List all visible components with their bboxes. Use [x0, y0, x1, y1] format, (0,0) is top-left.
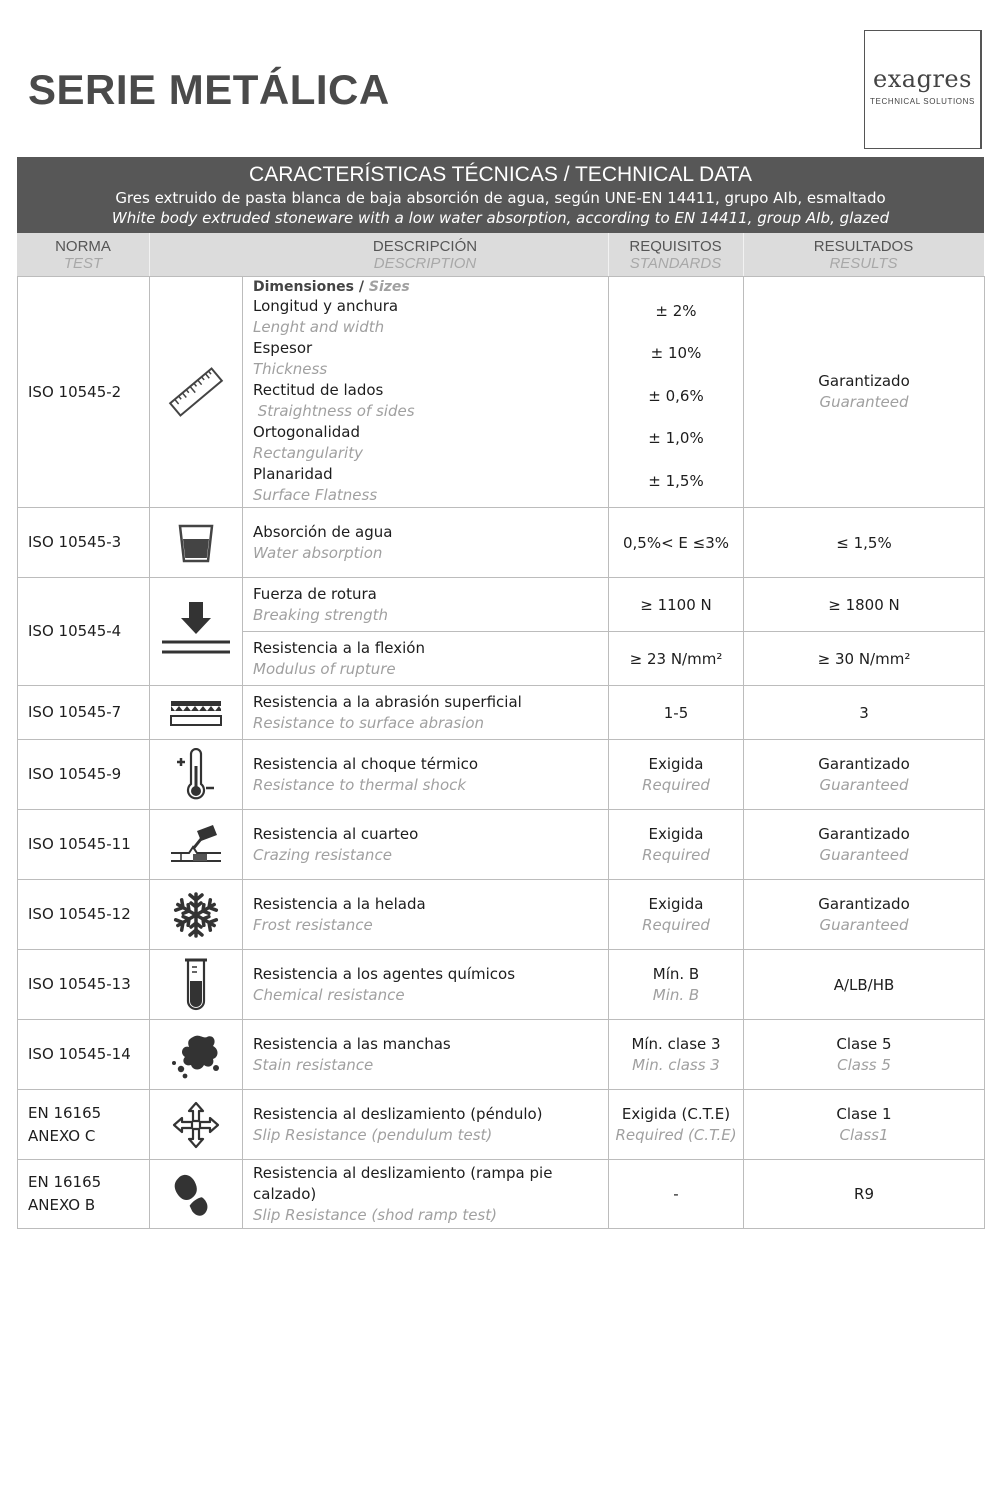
description-cell	[243, 1160, 609, 1229]
desc-en: Lenght and width	[253, 318, 385, 336]
requirement-en: Min. class 3	[632, 1055, 720, 1074]
description-cell	[243, 686, 609, 740]
description-cell	[243, 578, 609, 632]
requirement-es: Mín. clase 3	[631, 1034, 721, 1053]
result-cell: 3	[744, 686, 985, 740]
desc-en: Breaking strength	[253, 605, 389, 624]
desc-en: Modulus of rupture	[253, 659, 396, 678]
result-en: Class 5	[837, 1055, 891, 1074]
desc-en: Frost resistance	[253, 915, 373, 934]
norma-cell: ISO 10545-2	[18, 277, 150, 508]
icon-cell	[150, 950, 243, 1020]
banner-subtitle-es: Gres extruido de pasta blanca de baja absorción de agua, según UNE-EN 14411, grupo AIb, esmaltado	[115, 189, 886, 207]
result-en: Guaranteed	[819, 915, 909, 934]
desc-en: Chemical resistance	[253, 985, 405, 1004]
requirement-cell: 1-5	[609, 686, 744, 740]
result-cell	[744, 1020, 985, 1090]
requirement-cell	[609, 1090, 744, 1160]
icon-cell	[150, 1090, 243, 1160]
col-resultados-en: RESULTS	[829, 255, 898, 272]
result-en: Guaranteed	[819, 845, 909, 864]
requirement-en: Required	[642, 775, 710, 794]
result-cell	[744, 880, 985, 950]
description-cell	[243, 508, 609, 578]
table-row	[18, 1160, 985, 1229]
logo-wordmark: exagres	[873, 65, 972, 93]
norma-cell: ISO 10545-4	[18, 578, 150, 686]
col-norma-es: NORMA	[55, 238, 111, 255]
column-headers	[17, 233, 984, 276]
col-resultados-es: RESULTADOS	[813, 238, 914, 255]
desc-es: Resistencia a la helada	[253, 894, 426, 913]
result-es: Clase 1	[836, 1104, 892, 1123]
desc-es: Rectitud de lados	[253, 381, 384, 399]
desc-es: Resistencia a la abrasión superficial	[253, 692, 522, 711]
result-es: Garantizado	[818, 824, 910, 843]
test-tube-icon	[181, 957, 211, 1013]
icon-cell	[150, 277, 243, 508]
requirement-cell: -	[609, 1160, 744, 1229]
technical-data-banner	[17, 157, 984, 233]
table-row	[18, 578, 985, 632]
table-row	[18, 950, 985, 1020]
requirement-en: Min. B	[652, 985, 700, 1004]
desc-en: Surface Flatness	[253, 486, 378, 504]
table-row	[18, 508, 985, 578]
description-cell	[243, 880, 609, 950]
desc-es: Resistencia al deslizamiento (rampa pie calzado)	[253, 1163, 553, 1203]
icon-cell	[150, 1160, 243, 1229]
requirement-cell	[609, 810, 744, 880]
description-cell	[243, 1020, 609, 1090]
desc-es: Absorción de agua	[253, 522, 393, 541]
norma-cell: ISO 10545-3	[18, 508, 150, 578]
desc-es: Planaridad	[253, 465, 333, 483]
crazing-hammer-icon	[167, 823, 225, 867]
result-en: Guaranteed	[819, 393, 909, 411]
requirement-es: Exigida (C.T.E)	[621, 1104, 731, 1123]
norma-cell: ISO 10545-12	[18, 880, 150, 950]
desc-es: Longitud y anchura	[253, 297, 399, 315]
norma-cell	[18, 1090, 150, 1160]
requirement-value: ± 2%	[655, 301, 697, 320]
desc-en: Straightness of sides	[253, 402, 415, 420]
description-cell	[243, 632, 609, 686]
requirement-value: ± 1,0%	[648, 429, 704, 448]
col-descripcion-en: DESCRIPTION	[373, 255, 477, 272]
technical-data-table	[17, 276, 985, 1229]
result-es: Garantizado	[818, 754, 910, 773]
icon-cell	[150, 1020, 243, 1090]
desc-es: Resistencia al cuarteo	[253, 824, 419, 843]
table-row	[18, 277, 985, 508]
footprint-icon	[173, 1167, 219, 1221]
requirement-value: ± 10%	[650, 344, 702, 363]
page-title: SERIE METÁLICA	[28, 66, 390, 113]
desc-es: Resistencia a los agentes químicos	[253, 964, 516, 983]
requirement-cell	[609, 950, 744, 1020]
norma-cell	[18, 1160, 150, 1229]
desc-en: Thickness	[253, 360, 328, 378]
stain-icon	[169, 1031, 223, 1079]
result-cell	[744, 1090, 985, 1160]
col-resultados	[743, 233, 984, 276]
requirement-cell: 0,5%< E ≤3%	[609, 508, 744, 578]
norma-line-2: ANEXO B	[28, 1196, 96, 1214]
result-es: Clase 5	[836, 1034, 892, 1053]
col-requisitos	[608, 233, 743, 276]
desc-en: Crazing resistance	[253, 845, 392, 864]
requirement-cell	[609, 277, 744, 508]
water-glass-icon	[174, 521, 218, 565]
icon-cell	[150, 880, 243, 950]
result-es: Garantizado	[818, 372, 910, 390]
description-cell	[243, 740, 609, 810]
norma-line-1: EN 16165	[28, 1103, 102, 1122]
desc-es: Resistencia a las manchas	[253, 1034, 451, 1053]
col-norma	[17, 233, 149, 276]
dimensions-heading-en: Sizes	[368, 279, 410, 295]
norma-line-2: ANEXO C	[28, 1126, 96, 1145]
result-es: Garantizado	[818, 894, 910, 913]
ruler-icon	[166, 362, 226, 422]
col-requisitos-es: REQUISITOS	[629, 238, 722, 255]
requirement-es: Mín. B	[652, 964, 700, 983]
table-row	[18, 740, 985, 810]
requirement-en: Required (C.T.E)	[615, 1125, 737, 1144]
desc-es: Resistencia al choque térmico	[253, 754, 479, 773]
requirement-value: ± 1,5%	[648, 471, 704, 490]
snowflake-icon	[171, 890, 221, 940]
desc-es: Espesor	[253, 339, 313, 357]
requirement-cell: ≥ 23 N/mm²	[609, 632, 744, 686]
requirement-es: Exigida	[648, 754, 704, 773]
col-requisitos-en: STANDARDS	[629, 255, 722, 272]
result-cell: ≤ 1,5%	[744, 508, 985, 578]
dimensions-heading-es: Dimensiones /	[253, 279, 365, 295]
requirement-cell	[609, 880, 744, 950]
icon-cell	[150, 578, 243, 686]
result-cell	[744, 277, 985, 508]
desc-en: Stain resistance	[253, 1055, 374, 1074]
icon-cell	[150, 686, 243, 740]
requirement-cell: ≥ 1100 N	[609, 578, 744, 632]
icon-cell	[150, 740, 243, 810]
icon-cell	[150, 508, 243, 578]
abrasion-icon	[169, 698, 223, 728]
norma-cell: ISO 10545-7	[18, 686, 150, 740]
result-cell: ≥ 30 N/mm²	[744, 632, 985, 686]
result-cell	[744, 810, 985, 880]
requirement-es: Exigida	[648, 824, 704, 843]
result-cell: R9	[744, 1160, 985, 1229]
table-row	[18, 1090, 985, 1160]
desc-es: Resistencia a la flexión	[253, 638, 425, 657]
col-divider	[149, 233, 150, 276]
desc-es: Fuerza de rotura	[253, 584, 377, 603]
icon-cell	[150, 810, 243, 880]
result-en: Guaranteed	[819, 775, 909, 794]
table-row	[18, 810, 985, 880]
desc-es: Resistencia al deslizamiento (péndulo)	[253, 1104, 543, 1123]
desc-en: Resistance to thermal shock	[253, 775, 467, 794]
dimensions-heading	[253, 278, 608, 296]
norma-cell: ISO 10545-9	[18, 740, 150, 810]
description-cell	[243, 810, 609, 880]
result-cell: ≥ 1800 N	[744, 578, 985, 632]
requirement-value: ± 0,6%	[648, 386, 704, 405]
description-cell	[243, 1090, 609, 1160]
desc-es: Ortogonalidad	[253, 423, 360, 441]
requirement-cell	[609, 1020, 744, 1090]
table-row	[18, 686, 985, 740]
result-cell: A/LB/HB	[744, 950, 985, 1020]
requirement-en: Required	[642, 915, 710, 934]
desc-en: Rectangularity	[253, 444, 363, 462]
norma-cell: ISO 10545-14	[18, 1020, 150, 1090]
requirement-es: Exigida	[648, 894, 704, 913]
banner-title: CARACTERÍSTICAS TÉCNICAS / TECHNICAL DATA	[249, 163, 752, 186]
thermometer-icon	[173, 748, 219, 802]
result-cell	[744, 740, 985, 810]
table-row	[18, 880, 985, 950]
norma-cell: ISO 10545-13	[18, 950, 150, 1020]
desc-en: Resistance to surface abrasion	[253, 713, 485, 732]
breaking-load-icon	[158, 600, 234, 664]
norma-line-1: EN 16165	[28, 1173, 102, 1191]
company-logo	[864, 30, 982, 149]
col-descripcion-es: DESCRIPCIÓN	[372, 238, 478, 255]
col-norma-en: TEST	[63, 255, 103, 272]
pendulum-arrows-icon	[170, 1099, 222, 1151]
table-row	[18, 1020, 985, 1090]
description-cell	[243, 950, 609, 1020]
banner-subtitle-en: White body extruded stoneware with a low water absorption, according to EN 14411, group AIb, glazed	[111, 209, 890, 227]
desc-en: Slip Resistance (pendulum test)	[253, 1125, 493, 1144]
norma-cell: ISO 10545-11	[18, 810, 150, 880]
desc-en: Slip Resistance (shod ramp test)	[253, 1205, 497, 1224]
result-en: Class1	[839, 1125, 889, 1144]
requirement-en: Required	[642, 845, 710, 864]
requirement-cell	[609, 740, 744, 810]
col-descripcion	[242, 233, 608, 276]
description-cell	[243, 277, 609, 508]
logo-tagline: TECHNICAL SOLUTIONS	[870, 97, 975, 106]
desc-en: Water absorption	[253, 543, 383, 562]
